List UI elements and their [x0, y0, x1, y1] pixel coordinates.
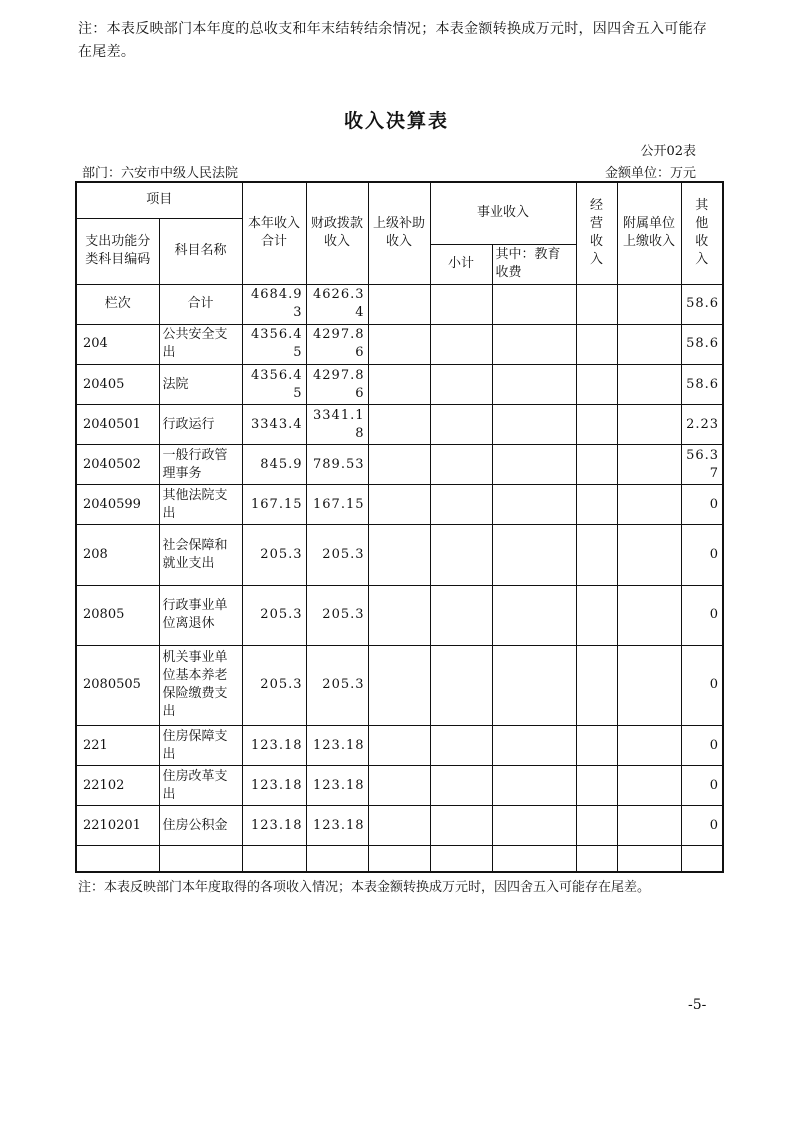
total-income-cell: 845.9 — [242, 445, 306, 485]
empty-cell — [492, 525, 576, 585]
empty-cell — [576, 846, 617, 872]
empty-cell — [492, 324, 576, 364]
header-edu-fee: 其中：教育收费 — [492, 244, 576, 284]
table-row — [76, 485, 723, 525]
empty-cell — [576, 324, 617, 364]
fiscal-cell: 4297.86 — [306, 364, 368, 404]
empty-cell — [492, 846, 576, 872]
total-fiscal-cell: 4626.34 — [306, 284, 368, 324]
empty-cell — [617, 645, 681, 725]
form-code: 公开02表 — [640, 144, 696, 159]
subject-name-cell: 法院 — [159, 364, 242, 404]
empty-cell — [430, 645, 492, 725]
page-number: -5- — [688, 997, 707, 1013]
empty-cell — [492, 485, 576, 525]
empty-cell — [617, 364, 681, 404]
subject-name-cell: 一般行政管理事务 — [159, 445, 242, 485]
header-superior-subsidy: 上级补助收入 — [368, 182, 430, 284]
empty-cell — [430, 806, 492, 846]
empty-cell — [430, 585, 492, 645]
other-income-cell: 0 — [681, 485, 723, 525]
empty-cell — [576, 645, 617, 725]
total-income-cell: 205.3 — [242, 585, 306, 645]
subject-name-cell: 公共安全支出 — [159, 324, 242, 364]
empty-cell — [430, 485, 492, 525]
header-total-income: 本年收入合计 — [242, 182, 306, 284]
empty-cell — [492, 806, 576, 846]
empty-cell — [368, 405, 430, 445]
total-name-cell: 合计 — [159, 284, 242, 324]
total-income-cell: 4356.45 — [242, 364, 306, 404]
other-income-cell: 0 — [681, 806, 723, 846]
header-other: 其他收入 — [681, 182, 723, 284]
table-row — [76, 645, 723, 725]
subject-name-cell: 社会保障和就业支出 — [159, 525, 242, 585]
empty-cell — [617, 284, 681, 324]
empty-cell — [368, 806, 430, 846]
total-income-cell: 167.15 — [242, 485, 306, 525]
empty-cell — [576, 525, 617, 585]
table-row — [76, 405, 723, 445]
header-subject-name: 科目名称 — [159, 218, 242, 284]
fiscal-cell: 3341.18 — [306, 405, 368, 445]
other-income-cell: 0 — [681, 766, 723, 806]
empty-cell — [430, 284, 492, 324]
empty-cell — [576, 405, 617, 445]
table-row — [76, 585, 723, 645]
code-cell: 221 — [76, 725, 159, 765]
header-subtotal: 小计 — [430, 244, 492, 284]
code-cell: 22102 — [76, 766, 159, 806]
fiscal-cell: 123.18 — [306, 725, 368, 765]
total-row — [76, 284, 723, 324]
empty-cell — [617, 766, 681, 806]
empty-cell — [576, 445, 617, 485]
col-label-cell: 栏次 — [76, 284, 159, 324]
empty-cell — [576, 585, 617, 645]
other-income-cell: 0 — [681, 645, 723, 725]
total-income-cell: 4684.93 — [242, 284, 306, 324]
empty-cell — [576, 766, 617, 806]
empty-cell — [430, 766, 492, 806]
empty-cell — [368, 846, 430, 872]
code-cell: 2040502 — [76, 445, 159, 485]
total-other-cell: 58.6 — [681, 284, 723, 324]
empty-cell — [617, 846, 681, 872]
empty-cell — [430, 405, 492, 445]
empty-cell — [492, 585, 576, 645]
empty-cell — [368, 364, 430, 404]
empty-cell — [306, 846, 368, 872]
other-income-cell: 58.6 — [681, 364, 723, 404]
empty-cell — [576, 725, 617, 765]
empty-cell — [617, 525, 681, 585]
empty-cell — [617, 445, 681, 485]
empty-cell — [430, 525, 492, 585]
empty-cell — [368, 284, 430, 324]
empty-cell — [76, 846, 159, 872]
header-project: 项目 — [76, 182, 242, 218]
empty-cell — [368, 645, 430, 725]
empty-cell — [368, 525, 430, 585]
total-income-cell: 4356.45 — [242, 324, 306, 364]
empty-cell — [492, 766, 576, 806]
empty-cell — [430, 725, 492, 765]
fiscal-cell: 205.3 — [306, 645, 368, 725]
table-row — [76, 725, 723, 765]
total-income-cell: 205.3 — [242, 645, 306, 725]
fiscal-cell: 205.3 — [306, 525, 368, 585]
income-table — [75, 181, 724, 873]
fiscal-cell: 205.3 — [306, 585, 368, 645]
empty-cell — [492, 445, 576, 485]
empty-cell — [492, 364, 576, 404]
bottom-note: 注：本表反映部门本年度取得的各项收入情况；本表金额转换成万元时，因四舍五入可能存在尾差。 — [78, 880, 651, 895]
fiscal-cell: 4297.86 — [306, 324, 368, 364]
header-operating: 经营收入 — [576, 182, 617, 284]
empty-cell — [617, 585, 681, 645]
page-title: 收入决算表 — [343, 110, 449, 132]
total-income-cell: 123.18 — [242, 806, 306, 846]
subject-name-cell: 行政事业单位离退休 — [159, 585, 242, 645]
other-income-cell: 0 — [681, 525, 723, 585]
empty-row — [76, 846, 723, 872]
table-row — [76, 766, 723, 806]
empty-cell — [617, 324, 681, 364]
empty-cell — [368, 585, 430, 645]
code-cell: 20405 — [76, 364, 159, 404]
subject-name-cell: 行政运行 — [159, 405, 242, 445]
total-income-cell: 205.3 — [242, 525, 306, 585]
empty-cell — [617, 485, 681, 525]
other-income-cell: 58.6 — [681, 324, 723, 364]
empty-cell — [430, 324, 492, 364]
table-row — [76, 364, 723, 404]
empty-cell — [492, 725, 576, 765]
header-business-income: 事业收入 — [430, 182, 576, 244]
empty-cell — [368, 445, 430, 485]
empty-cell — [368, 324, 430, 364]
other-income-cell: 0 — [681, 585, 723, 645]
total-income-cell: 3343.4 — [242, 405, 306, 445]
empty-cell — [430, 364, 492, 404]
empty-cell — [430, 445, 492, 485]
empty-cell — [242, 846, 306, 872]
table-row — [76, 324, 723, 364]
code-cell: 2040599 — [76, 485, 159, 525]
amount-unit-label: 金额单位：万元 — [604, 166, 696, 181]
subject-name-cell: 机关事业单位基本养老保险缴费支出 — [159, 645, 242, 725]
empty-cell — [492, 645, 576, 725]
empty-cell — [368, 485, 430, 525]
empty-cell — [617, 725, 681, 765]
subject-name-cell: 其他法院支出 — [159, 485, 242, 525]
empty-cell — [576, 284, 617, 324]
empty-cell — [576, 485, 617, 525]
empty-cell — [576, 364, 617, 404]
code-cell: 208 — [76, 525, 159, 585]
table-row — [76, 525, 723, 585]
table-row — [76, 445, 723, 485]
department-label: 部门：六安市中级人民法院 — [82, 166, 239, 181]
header-fiscal: 财政拨款收入 — [306, 182, 368, 284]
empty-cell — [368, 766, 430, 806]
fiscal-cell: 123.18 — [306, 766, 368, 806]
empty-cell — [492, 284, 576, 324]
fiscal-cell: 167.15 — [306, 485, 368, 525]
empty-cell — [576, 806, 617, 846]
empty-cell — [617, 806, 681, 846]
header-func-code: 支出功能分类科目编码 — [76, 218, 159, 284]
fiscal-cell: 123.18 — [306, 806, 368, 846]
empty-cell — [681, 846, 723, 872]
total-income-cell: 123.18 — [242, 725, 306, 765]
total-income-cell: 123.18 — [242, 766, 306, 806]
code-cell: 2210201 — [76, 806, 159, 846]
table-row — [76, 806, 723, 846]
top-note: 注：本表反映部门本年度的总收支和年末结转结余情况；本表金额转换成万元时，因四舍五入可能存在尾差。 — [78, 21, 708, 60]
subject-name-cell: 住房公积金 — [159, 806, 242, 846]
code-cell: 204 — [76, 324, 159, 364]
code-cell: 2040501 — [76, 405, 159, 445]
empty-cell — [492, 405, 576, 445]
empty-cell — [430, 846, 492, 872]
empty-cell — [159, 846, 242, 872]
subject-name-cell: 住房改革支出 — [159, 766, 242, 806]
fiscal-cell: 789.53 — [306, 445, 368, 485]
empty-cell — [617, 405, 681, 445]
other-income-cell: 56.37 — [681, 445, 723, 485]
empty-cell — [368, 725, 430, 765]
subject-name-cell: 住房保障支出 — [159, 725, 242, 765]
code-cell: 2080505 — [76, 645, 159, 725]
other-income-cell: 0 — [681, 725, 723, 765]
header-affiliated: 附属单位上缴收入 — [617, 182, 681, 284]
other-income-cell: 2.23 — [681, 405, 723, 445]
code-cell: 20805 — [76, 585, 159, 645]
